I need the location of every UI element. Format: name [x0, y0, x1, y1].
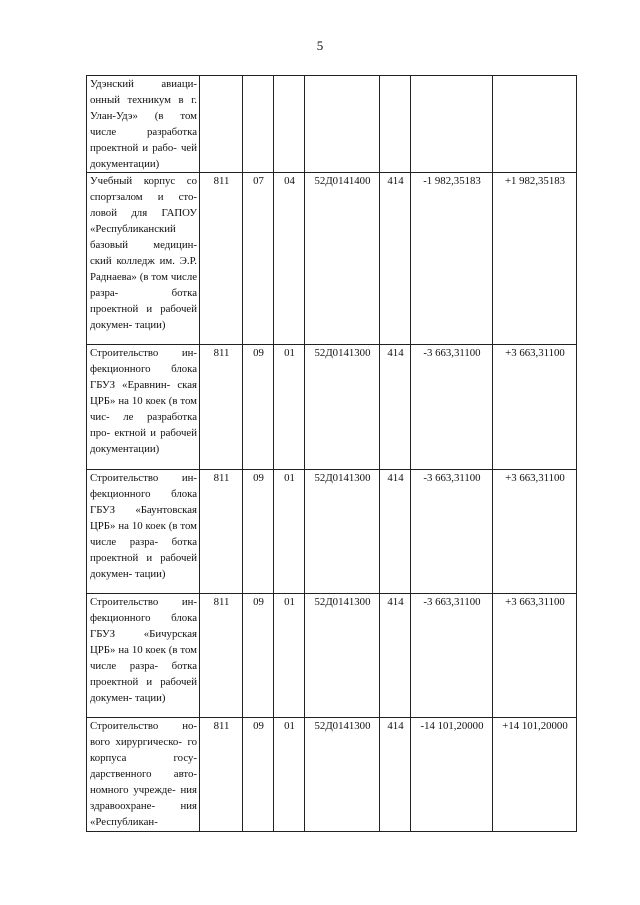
table-body [87, 76, 577, 832]
grbs-code-cell [200, 76, 243, 173]
decrease-amount-cell: -3 663,31100 [411, 470, 493, 594]
table-row [87, 718, 577, 831]
increase-amount-cell: +1 982,35183 [493, 173, 577, 345]
decrease-amount-cell: -3 663,31100 [411, 594, 493, 718]
object-name-line: Строительство но- [90, 720, 197, 733]
object-name-line: ГБУЗ «Бичурская [90, 628, 197, 641]
table-row [87, 345, 577, 470]
object-name-line: ловой для ГАПОУ [90, 207, 197, 220]
object-name-line: ГБУЗ «Баунтовская [90, 504, 197, 517]
object-name-line: ская ЦРБ» на [90, 379, 198, 408]
expense-type-cell: 414 [380, 718, 411, 831]
object-name-line: Удэнский авиаци- [90, 78, 197, 90]
object-name-line: фекционного блока [90, 488, 197, 501]
object-name-line: чей документации) [90, 141, 197, 170]
object-name-line: ния «Республикан- [90, 799, 197, 828]
object-name-line: ЦРБ» на 10 коек (в [90, 520, 178, 533]
object-name-cell [87, 718, 200, 831]
object-name-cell [87, 76, 200, 173]
expense-type-cell: 414 [380, 470, 411, 594]
expense-type-cell: 414 [380, 594, 411, 718]
object-name-line: тации) [134, 691, 166, 704]
object-name-line: ский колледж [90, 254, 155, 267]
object-name-line: том числе разра- [90, 520, 197, 549]
section-code-cell: 09 [243, 718, 274, 831]
object-name-line: базовый медицин- [90, 239, 197, 252]
target-article-cell: 52Д0141300 [305, 594, 380, 718]
expense-type-cell: 414 [380, 345, 411, 470]
object-name-line: ботка проектной и [90, 660, 198, 688]
object-name-line: ботка проектной и [90, 286, 197, 315]
increase-amount-cell: +3 663,31100 [493, 345, 577, 470]
object-name-cell [87, 345, 200, 470]
object-name-line: онный техникум в [90, 93, 184, 106]
object-name-line: Учебный корпус со [90, 175, 197, 188]
object-name-line: фекционного блока [90, 363, 197, 376]
object-name-line: ле разработка про- [90, 411, 197, 439]
object-name-line: ния здравоохране- [90, 784, 197, 812]
object-name-line: Строительство ин- [90, 472, 197, 485]
section-code-cell: 09 [243, 470, 274, 594]
subsection-code-cell: 01 [274, 594, 305, 718]
subsection-code-cell [274, 76, 305, 173]
object-name-line: проектной и рабо- [90, 141, 177, 154]
table-row [87, 76, 577, 173]
table-row [87, 594, 577, 718]
object-name-line: ЦРБ» на 10 коек (в [90, 644, 178, 657]
object-name-line: рабочей докумен- [90, 302, 197, 331]
object-name-cell [87, 173, 200, 345]
object-name-line: тации) [134, 318, 166, 331]
target-article-cell [305, 76, 380, 173]
object-name-line: тации) [134, 567, 166, 580]
object-name-line: го корпуса госу- [90, 736, 198, 765]
decrease-amount-cell: -1 982,35183 [411, 173, 493, 345]
expense-type-cell [380, 76, 411, 173]
object-name-line: вого хирургическо- [90, 736, 182, 749]
page-number: 5 [316, 38, 324, 53]
object-name-line: рабочей докумен- [90, 675, 197, 704]
object-name-line: рабочей докумен- [90, 551, 197, 580]
decrease-amount-cell: -3 663,31100 [411, 345, 493, 470]
object-name-line: документации) [90, 442, 160, 455]
object-name-cell [87, 594, 200, 718]
object-name-line: ГБУЗ «Еравнин- [90, 379, 171, 392]
object-name-line: номного учрежде- [90, 784, 176, 797]
expense-type-cell: 414 [380, 173, 411, 345]
section-code-cell: 09 [243, 594, 274, 718]
increase-amount-cell: +14 101,20000 [493, 718, 577, 831]
object-name-line: числе разработка [90, 125, 197, 138]
object-name-line: ектной и рабочей [114, 426, 197, 439]
object-name-line: Строительство ин- [90, 347, 197, 360]
decrease-amount-cell [411, 76, 493, 173]
increase-amount-cell [493, 76, 577, 173]
subsection-code-cell: 04 [274, 173, 305, 345]
grbs-code-cell: 811 [200, 173, 243, 345]
decrease-amount-cell: -14 101,20000 [411, 718, 493, 831]
object-name-line: им. Э.Р. Раднаева» [90, 254, 197, 283]
section-code-cell: 09 [243, 345, 274, 470]
object-name-line: фекционного блока [90, 612, 197, 625]
table-row [87, 470, 577, 594]
object-name-line: г. Улан-Удэ» (в том [90, 93, 197, 122]
target-article-cell: 52Д0141300 [305, 470, 380, 594]
object-name-line: ботка проектной и [90, 536, 198, 564]
budget-table [86, 75, 577, 832]
increase-amount-cell: +3 663,31100 [493, 594, 577, 718]
subsection-code-cell: 01 [274, 345, 305, 470]
target-article-cell: 52Д0141300 [305, 345, 380, 470]
object-name-line: 10 коек (в том чис- [90, 395, 197, 424]
table-row [87, 173, 577, 345]
subsection-code-cell: 01 [274, 470, 305, 594]
object-name-line: Строительство ин- [90, 596, 197, 609]
object-name-line: «Республиканский [90, 223, 176, 236]
grbs-code-cell: 811 [200, 470, 243, 594]
grbs-code-cell: 811 [200, 718, 243, 831]
object-name-line: (в том числе разра- [90, 270, 197, 299]
object-name-line: том числе разра- [90, 644, 197, 673]
section-code-cell [243, 76, 274, 173]
grbs-code-cell: 811 [200, 594, 243, 718]
increase-amount-cell: +3 663,31100 [493, 470, 577, 594]
grbs-code-cell: 811 [200, 345, 243, 470]
section-code-cell: 07 [243, 173, 274, 345]
subsection-code-cell: 01 [274, 718, 305, 831]
object-name-line: дарственного авто- [90, 768, 197, 781]
object-name-line: спортзалом и сто- [90, 191, 197, 204]
target-article-cell: 52Д0141400 [305, 173, 380, 345]
object-name-cell [87, 470, 200, 594]
target-article-cell: 52Д0141300 [305, 718, 380, 831]
